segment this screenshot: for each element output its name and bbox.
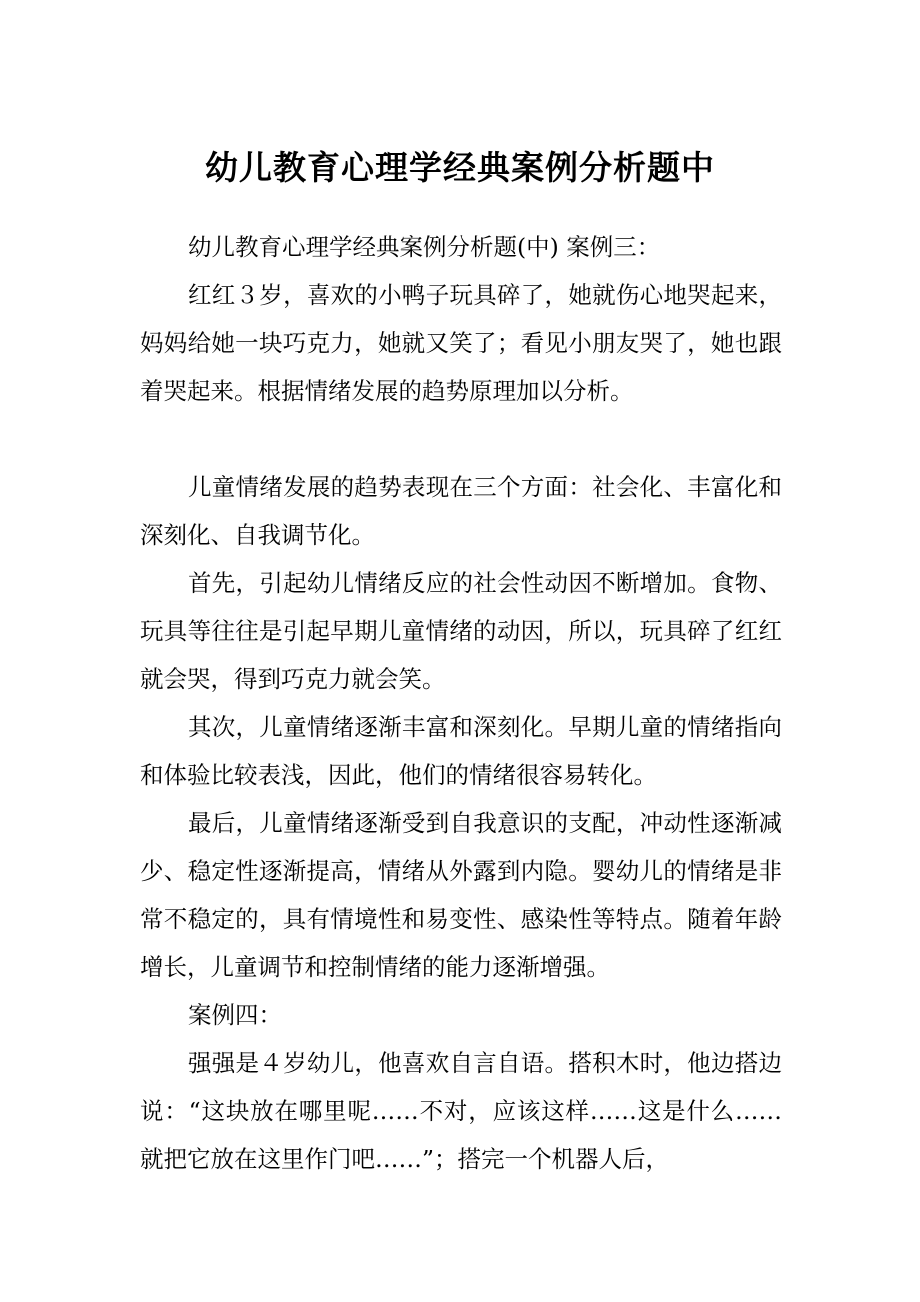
paragraph-trend-summary: 儿童情绪发展的趋势表现在三个方面：社会化、丰富化和深刻化、自我调节化。 <box>140 473 782 549</box>
paragraph-case3-description: 红红３岁，喜欢的小鸭子玩具碎了，她就伤心地哭起来，妈妈给她一块巧克力，她就又笑了；看见小朋友哭了，她也跟着哭起来。根据情绪发展的趋势原理加以分析。 <box>140 281 782 405</box>
paragraph-first-point: 首先，引起幼儿情绪反应的社会性动因不断增加。食物、玩具等往往是引起早期儿童情绪的动因，所以，玩具碎了红红就会哭，得到巧克力就会笑。 <box>140 569 782 693</box>
paragraph-second-point: 其次，儿童情绪逐渐丰富和深刻化。早期儿童的情绪指向和体验比较表浅，因此，他们的情绪很容易转化。 <box>140 713 782 789</box>
paragraph-intro: 幼儿教育心理学经典案例分析题(中) 案例三： <box>188 233 661 261</box>
paragraph-case4-heading: 案例四： <box>188 1001 282 1029</box>
paragraph-case4-description: 强强是４岁幼儿，他喜欢自言自语。搭积木时，他边搭边说：“这块放在哪里呢……不对，应该这样……这是什么……就把它放在这里作门吧……”；搭完一个机器人后， <box>140 1049 782 1173</box>
document-body <box>140 223 782 1183</box>
paragraph-third-point: 最后，儿童情绪逐渐受到自我意识的支配，冲动性逐渐减少、稳定性逐渐提高，情绪从外露到内隐。婴幼儿的情绪是非常不稳定的，具有情境性和易变性、感染性等特点。随着年龄增长，儿童调节和控制情绪的能力逐渐增强。 <box>140 809 782 981</box>
document-title: 幼儿教育心理学经典案例分析题中 <box>205 148 715 187</box>
